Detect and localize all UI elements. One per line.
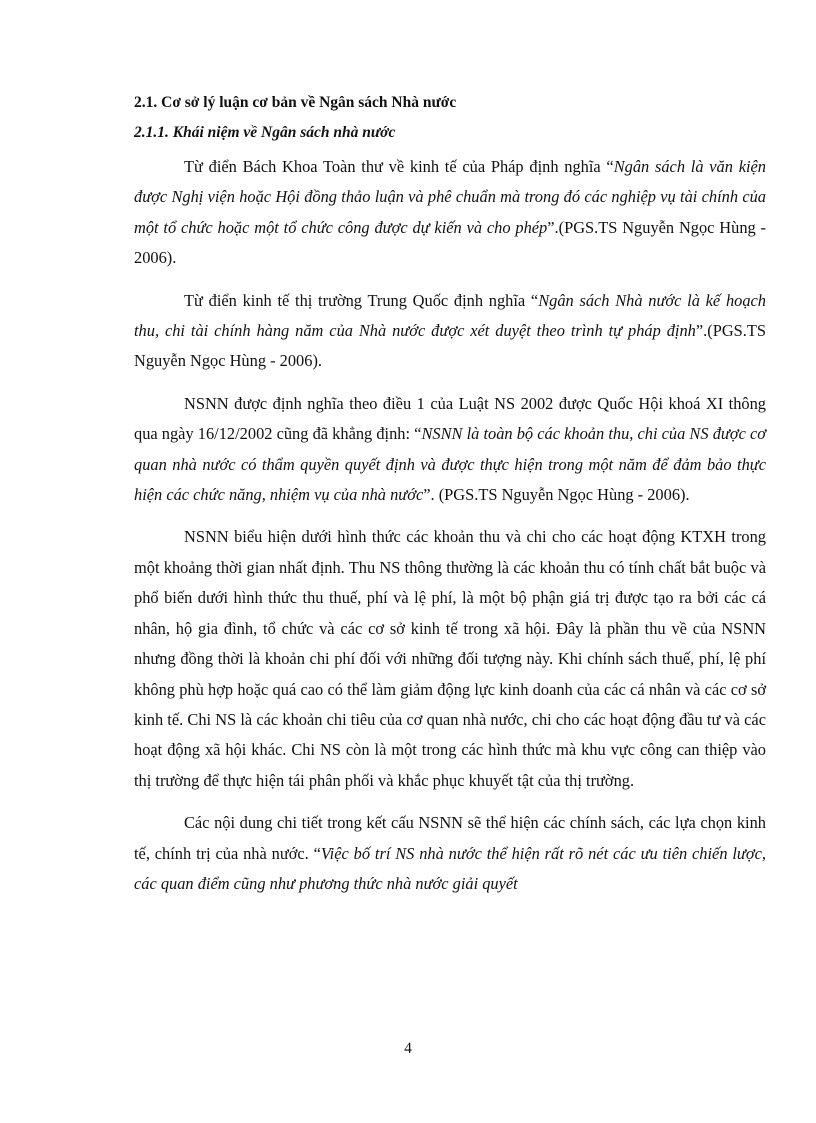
paragraph-2 xyxy=(134,286,766,377)
paragraph-2-quote: Ngân sách Nhà nước là kế hoạch thu, chi tài chính hàng năm của Nhà nước được xét duyệt theo trình tự pháp định xyxy=(134,290,767,341)
paragraph-2-lead: Từ điển kinh tế thị trường Trung Quốc định nghĩa “ xyxy=(184,290,539,310)
paragraph-1 xyxy=(134,152,766,274)
paragraph-1-quote: Ngân sách là văn kiện được Nghị viện hoặc Hội đồng thảo luận và phê chuẩn mà trong đó các nghiệp vụ tài chính của một tổ chức hoặc một tổ chức công được dự kiến và cho phép xyxy=(134,157,766,237)
paragraph-3 xyxy=(134,389,766,511)
page-number: 4 xyxy=(404,1040,412,1057)
paragraph-1-lead: Từ điển Bách Khoa Toàn thư về kinh tế của Pháp định nghĩa “ xyxy=(184,157,614,176)
paragraph-2-citation: ”.(PGS.TS Nguyễn Ngọc Hùng - 2006). xyxy=(134,321,766,371)
paragraph-3-lead: NSNN được định nghĩa theo điều 1 của Luật NS 2002 được Quốc Hội khoá XI thông qua ngày 16/12/2002 cũng đã khẳng định: “ xyxy=(134,393,766,444)
paragraph-3-citation: ”. (PGS.TS Nguyễn Ngọc Hùng - 2006). xyxy=(423,485,690,505)
paragraph-1-citation: ”.(PGS.TS Nguyễn Ngọc Hùng - 2006). xyxy=(134,217,767,268)
paragraph-3-quote: NSNN là toàn bộ các khoản thu, chi của NS được cơ quan nhà nước có thẩm quyền quyết định và được thực hiện trong một năm để đảm bảo thực hiện các chức năng, nhiệm vụ của nhà nước xyxy=(134,424,766,505)
paragraph-5-quote: Việc bố trí NS nhà nước thể hiện rất rõ nét các ưu tiên chiến lược, các quan điểm cũng như phương thức nhà nước giải quyết xyxy=(134,843,766,893)
document-page xyxy=(134,88,766,899)
subsection-heading: 2.1.1. Khái niệm về Ngân sách nhà nước xyxy=(134,124,396,141)
paragraph-4: NSNN biểu hiện dưới hình thức các khoản thu và chi cho các hoạt động KTXH trong một khoảng thời gian nhất định. Thu NS thông thường là các khoản thu có tính chất bắt buộc và phổ biến dưới hình thức thu thuế, phí và lệ phí, là một bộ phận giá trị được tạo ra bởi các cá nhân, hộ gia đình, tổ chức và các cơ sở kinh tế trong xã hội. Đây là phần thu về của NSNN nhưng đồng thời là khoản chi phí đối với những đối tượng này. Khi chính sách thuế, phí, lệ phí không phù hợp hoặc quá cao có thể làm giảm động lực kinh doanh của các cá nhân và các cơ sở kinh tế. Chi NS là các khoản chi tiêu của cơ quan nhà nước, chi cho các hoạt động đầu tư và các hoạt động xã hội khác. Chi NS còn là một trong các hình thức mà khu vực công can thiệp vào thị trường để thực hiện tái phân phối và khắc phục khuyết tật của thị trường. xyxy=(134,527,766,790)
paragraph-5 xyxy=(134,808,766,899)
section-heading: 2.1. Cơ sở lý luận cơ bản về Ngân sách Nhà nước xyxy=(134,94,457,111)
paragraph-5-lead: Các nội dung chi tiết trong kết cấu NSNN sẽ thể hiện các chính sách, các lựa chọn kinh tế, chính trị của nhà nước. “ xyxy=(134,813,766,863)
